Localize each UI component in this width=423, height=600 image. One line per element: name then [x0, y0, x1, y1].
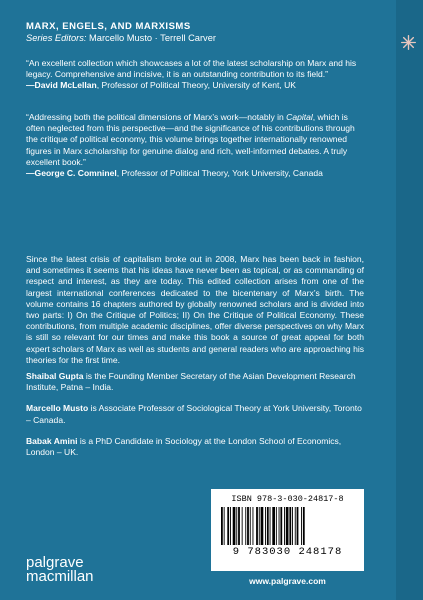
publisher-logo — [26, 556, 94, 584]
quote-attribution — [26, 80, 364, 91]
quote-text: “Addressing both the political dimensions of Marx’s work—notably in Capital, which is often neglected from this perspective—and the significance of his contributions through the critique of political economy, this volume brings together internationally renowned figures in Marx scholarship for genuine dialog and rich, well-informed debates. A truly excellent book.” — [26, 112, 355, 167]
website-url[interactable]: www.palgrave.com — [249, 576, 326, 586]
endorsement-quote-1 — [26, 58, 364, 92]
series-editors-label: Series Editors: — [26, 33, 87, 43]
series-editors — [26, 33, 216, 43]
barcode-digits: 9 783030 248178 — [232, 546, 343, 558]
bio-name: Shaibal Gupta — [26, 371, 84, 381]
quote-affiliation: , Professor of Political Theory, University of Kent, UK — [96, 80, 296, 91]
bio-text: is a PhD Candidate in Sociology at the London School of Economics, London – UK. — [26, 435, 342, 458]
spine-strip — [396, 0, 423, 600]
series-editors-names: Marcello Musto · Terrell Carver — [89, 33, 216, 43]
isbn-barcode-panel — [211, 489, 364, 571]
quote-text: “An excellent collection which showcases a lot of the latest scholarship on Marx and his legacy. Comprehensive and incisive, it is an outstanding contribution to its field.” — [26, 58, 357, 80]
quote-author: —David McLellan — [26, 80, 97, 91]
divider — [211, 570, 364, 571]
bio-name: Babak Amini — [26, 435, 78, 446]
editor-bios — [26, 371, 364, 468]
book-description — [26, 254, 364, 366]
publisher-logo-line2: macmillan — [26, 568, 94, 585]
quote-author: —George C. Comninel — [26, 168, 117, 179]
isbn-label: ISBN 978-3-030-24817-8 — [231, 494, 344, 504]
quote-affiliation: , Professor of Political Theory, York University, Canada — [116, 168, 323, 179]
bio-paragraph — [26, 403, 364, 425]
bio-text: is Associate Professor of Sociological Theory at York University, Toronto – Canada. — [26, 403, 362, 425]
endorsement-quote-2 — [26, 112, 364, 179]
bio-name: Marcello Musto — [26, 403, 89, 414]
barcode-graphic — [221, 507, 354, 545]
publisher-logo-line1: palgrave — [26, 554, 84, 571]
bio-paragraph — [26, 436, 364, 458]
quote-attribution — [26, 168, 364, 179]
series-title: MARX, ENGELS, AND MARXISMS — [26, 21, 191, 32]
quote-italic-title: Capital — [286, 112, 313, 122]
website-panel — [211, 574, 364, 590]
bio-text: is the Founding Member Secretary of the Asian Development Research Institute, Patna – India. — [26, 371, 356, 393]
publisher-emblem-icon — [400, 34, 417, 51]
description-paragraph: Since the latest crisis of capitalism broke out in 2008, Marx has been back in fashion, and sometimes it seems that his ideas have never been as topical, or as commanding of respect and interest, as they are today. This edited collection arises from one of the largest international conferences dedicated to the bicentenary of Marx’s birth. The volume contains 16 chapters authored by globally renowned scholars and is divided into two parts: I) On the Critique of Politics; II) On the Critique of Political Economy. These contributions, from multiple academic disciplines, offer diverse perspectives on why Marx is still so relevant for our times and make this book a source of great appeal for both expert scholars of Marx as well as students and general readers who are approaching his theories for the first time. — [26, 254, 364, 365]
bio-paragraph — [26, 371, 364, 393]
